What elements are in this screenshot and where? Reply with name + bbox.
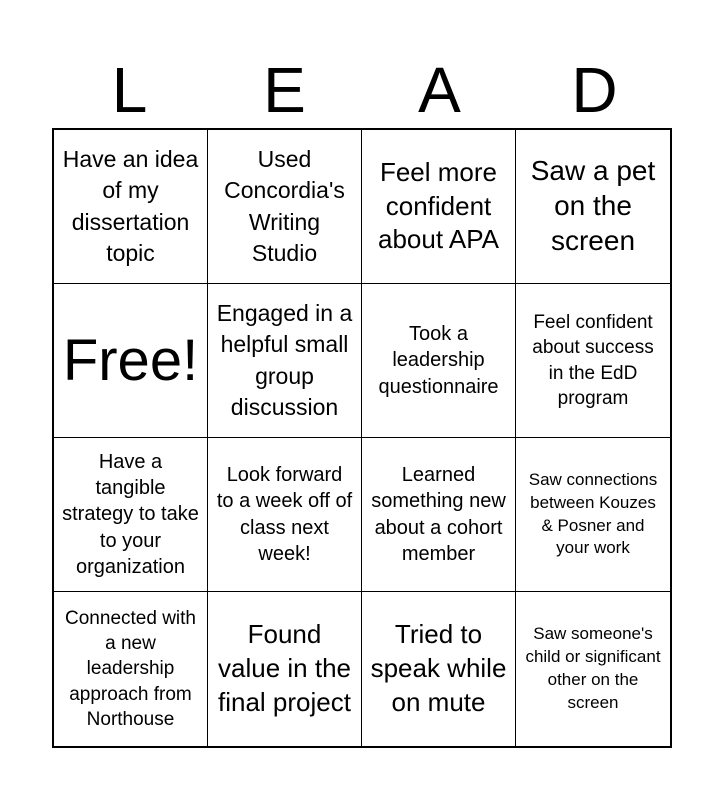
bingo-cell-text: Used Concordia's Writing Studio [224,146,345,266]
bingo-cell-text: Feel more confident about APA [378,156,499,255]
free-space-cell[interactable] [54,284,208,438]
free-space-text: Free! [62,327,199,393]
bingo-cell-text: Have an idea of my dissertation topic [62,146,199,266]
bingo-cell[interactable] [516,130,670,284]
bingo-header [52,52,672,128]
bingo-cell-text: Connected with a new leadership approach from Northouse [65,607,196,730]
bingo-cell-text: Look forward to a week off of class next week! [216,463,353,565]
bingo-cell[interactable] [362,592,516,746]
bingo-cell-text: Found value in the final project [218,619,351,717]
bingo-cell-text: Feel confident about success in the EdD program [532,311,654,409]
bingo-cell[interactable] [208,130,362,284]
header-letter-d: D [571,54,618,126]
bingo-cell[interactable] [516,438,670,592]
bingo-cell-text: Took a leadership questionnaire [378,322,499,398]
bingo-cell-text: Saw connections between Kouzes & Posner and your work [528,469,658,558]
bingo-cell[interactable] [362,284,516,438]
bingo-cell[interactable] [54,438,208,592]
bingo-cell-text: Saw a pet on the screen [530,155,656,256]
header-letter-a: A [418,54,461,126]
bingo-cell-text: Have a tangible strategy to take to your organization [62,450,199,579]
bingo-cell-text: Tried to speak while on mute [370,619,507,717]
bingo-cell[interactable] [362,438,516,592]
bingo-cell[interactable] [54,130,208,284]
bingo-cell[interactable] [362,130,516,284]
bingo-board [52,128,672,748]
header-letter-e: E [263,54,306,126]
bingo-cell[interactable] [54,592,208,746]
bingo-cell[interactable] [516,284,670,438]
header-letter-l: L [111,54,148,126]
bingo-cell-text: Engaged in a helpful small group discussion [216,300,353,420]
bingo-cell[interactable] [208,438,362,592]
bingo-cell-text: Learned something new about a cohort member [371,463,506,565]
bingo-cell[interactable] [208,284,362,438]
bingo-cell-text: Saw someone's child or significant other on the screen [525,624,661,712]
bingo-cell[interactable] [208,592,362,746]
bingo-cell[interactable] [516,592,670,746]
